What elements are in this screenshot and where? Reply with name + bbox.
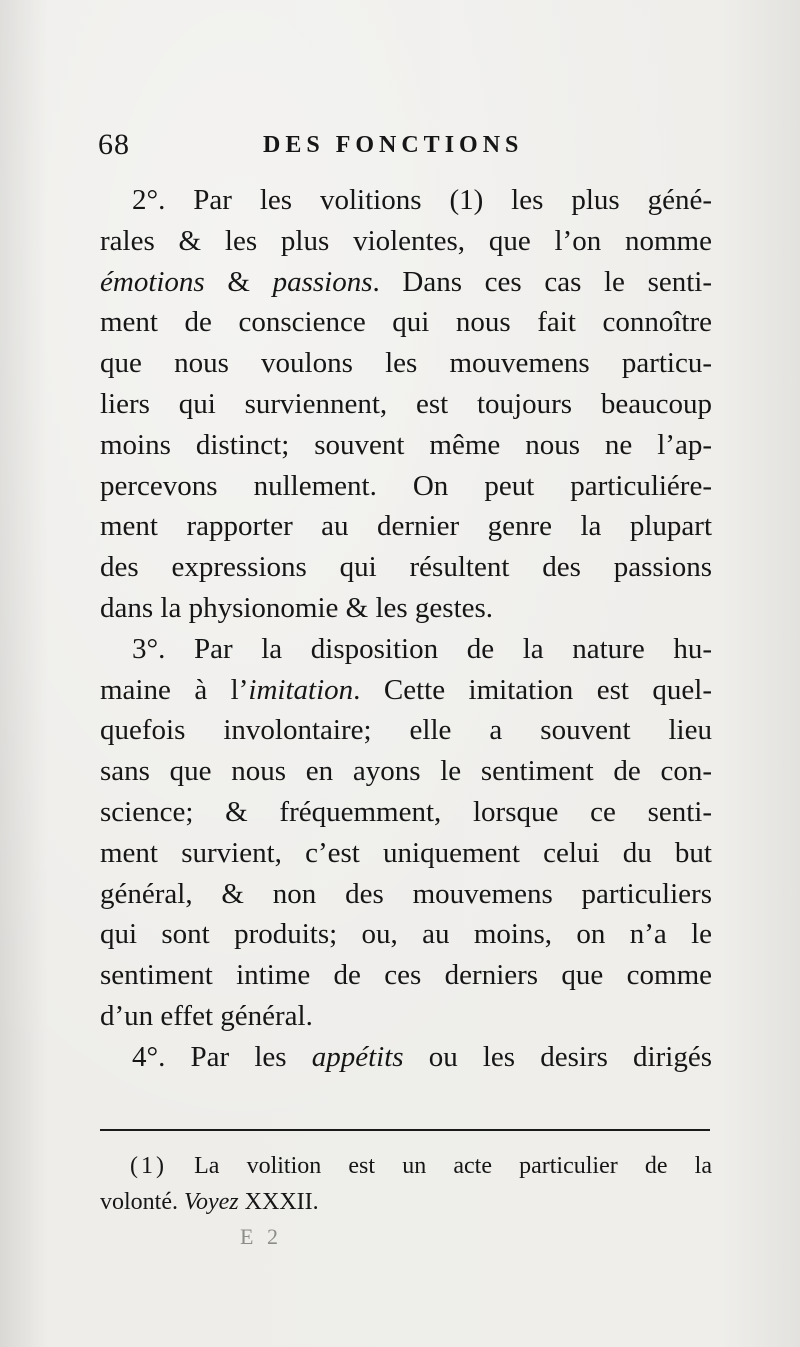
text-line: percevons nullement. On peut particuliére-: [100, 469, 712, 502]
running-title: DES FONCTIONS: [263, 132, 524, 158]
page-number: 68: [98, 128, 130, 161]
text-line: sentiment intime de ces derniers que comme: [100, 959, 712, 992]
footnote-rule: [100, 1129, 710, 1131]
text-line: liers qui surviennent, est toujours beaucoup: [100, 387, 712, 420]
text-line: ment rapporter au dernier genre la plupart: [100, 510, 712, 543]
footnote-line: volonté. Voyez XXXII.: [100, 1189, 319, 1215]
text-line: général, & non des mouvemens particuliers: [100, 877, 712, 910]
footnote-line: (1) La volition est un acte particulier de la: [130, 1153, 712, 1179]
text-line: science; & fréquemment, lorsque ce senti-: [100, 795, 712, 828]
text-line: 3°. Par la disposition de la nature hu-: [132, 632, 712, 665]
text-line: émotions & passions. Dans ces cas le senti-: [100, 265, 713, 298]
text-line: maine à l’imitation. Cette imitation est quel-: [100, 673, 713, 706]
italic-term: émotions: [100, 265, 205, 298]
running-head: [98, 128, 698, 168]
signature-mark: E 2: [240, 1224, 282, 1249]
body-text: [100, 180, 712, 1078]
text-line: des expressions qui résultent des passions: [100, 551, 712, 584]
italic-term: appétits: [311, 1040, 404, 1073]
text-line: 4°. Par les appétits ou les desirs dirigés: [132, 1040, 712, 1073]
italic-term: imitation: [248, 673, 354, 706]
text-line: rales & les plus violentes, que l’on nomme: [100, 224, 712, 257]
italic-term: Voyez: [184, 1189, 239, 1215]
text-line: moins distinct; souvent même nous ne l’ap-: [100, 428, 712, 461]
text-line: ment survient, c’est uniquement celui du but: [100, 836, 712, 869]
text-line: d’un effet général.: [100, 999, 313, 1032]
footnote: [100, 1148, 712, 1220]
italic-term: passions: [272, 265, 373, 298]
text-line: 2°. Par les volitions (1) les plus géné-: [132, 184, 712, 216]
text-line: dans la physionomie & les gestes.: [100, 591, 494, 624]
text-line: que nous voulons les mouvemens particu-: [100, 347, 712, 380]
text-line: qui sont produits; ou, au moins, on n’a le: [100, 918, 712, 951]
text-line: ment de conscience qui nous fait connoître: [100, 306, 712, 339]
text-line: sans que nous en ayons le sentiment de con-: [100, 755, 712, 788]
footnote-marker: (1): [130, 1153, 167, 1179]
text-line: quefois involontaire; elle a souvent lieu: [100, 714, 712, 747]
